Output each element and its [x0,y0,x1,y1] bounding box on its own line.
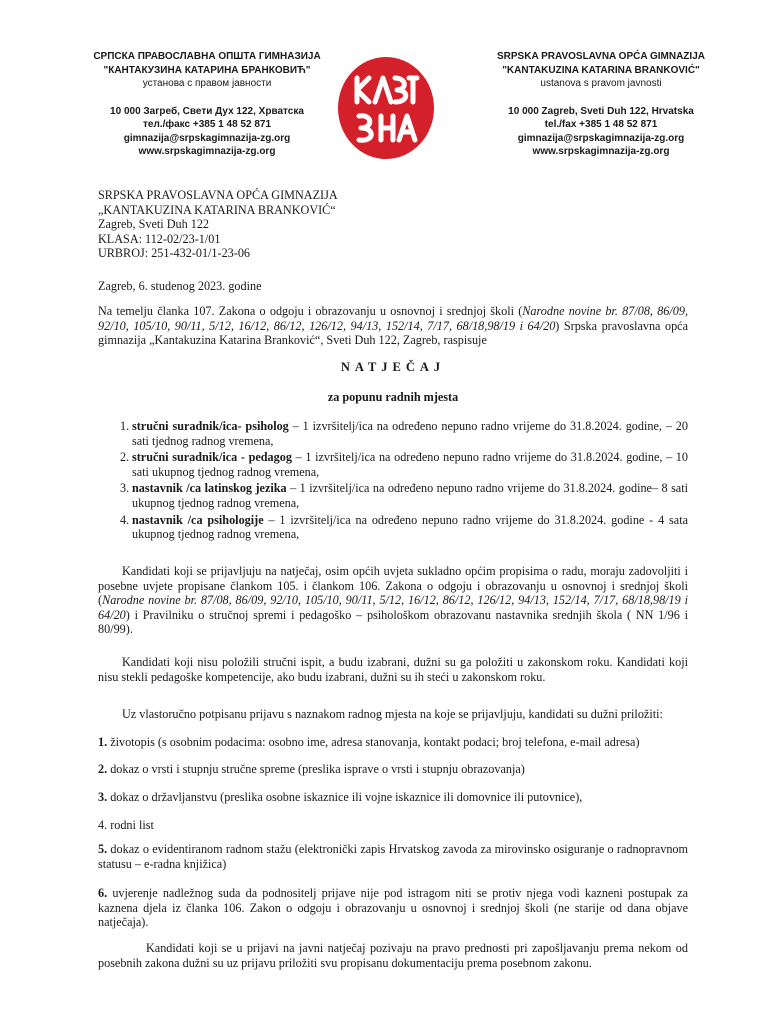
header-left-line1: СРПСКА ПРАВОСЛАВНА ОПШТА ГИМНАЗИЈА [93,51,321,62]
position-role: nastavnik /ca psihologije [132,512,264,527]
header-right-latin [456,50,746,159]
position-role: nastavnik /ca latinskog jezika [132,481,287,496]
header-left-cyrillic [62,50,352,159]
attachment-number: 1. [98,735,108,749]
header-left-web: www.srpskagimnazija-zg.org [138,146,276,157]
header-right-address: 10 000 Zagreb, Sveti Duh 122, Hrvatska [508,105,694,117]
attachment-item [98,735,688,750]
position-details: – 1 izvršitelj/ica na određeno nepuno radno vrijeme do 31.8.2024. godine– 8 sati ukupnog tjednog radnog vremena, [132,481,688,510]
attachment-text: životopis (s osobnim podacima: osobno ime, adresa stanovanja, kontakt podaci; broj telefona, e-mail adresa) [107,735,640,749]
header-left-email: gimnazija@srpskagimnazija-zg.org [123,132,291,144]
position-role: stručni suradnik/ica- psiholog [132,419,289,433]
header-left-address: 10 000 Загреб, Свети Дух 122, Хрватска [110,105,304,117]
exam-paragraph: Kandidati koji nisu položili stručni ispit, a budu izabrani, dužni su ga položiti u zakonskom roku. Kandidati koji nisu stekli pedagoške kompetencije, ako budu izabrani, dužni su ih steći u zakonskom roku. [98,655,688,684]
sender-klasa: KLASA: 112-02/23-1/01 [98,231,221,246]
attachment-item [98,886,688,930]
attachment-text: dokaz o vrsti i stupnju stručne spreme (preslika isprave o vrsti i stupnju obrazovanja) [107,762,525,776]
header-right-line2: "KANTAKUZINA KATARINA BRANKOVIĆ" [502,64,700,76]
priority-paragraph: Kandidati koji se u prijavi na javni natječaj pozivaju na pravo prednosti pri zapošljavanju prema nekom od posebnih zakona dužni su uz prijavu priložiti svu propisanu dokumentaciju prema posebnom zakonu. [98,941,688,970]
document-subtitle: za popunu radnih mjesta [327,390,459,404]
attachment-item [98,790,688,805]
intro-paragraph [98,304,688,348]
attachment-number: 4. [98,818,108,832]
position-details: – 1 izvršitelj/ica na određeno nepuno radno vrijeme do 31.8.2024. godine - 4 sata ukupnog tjednog radnog vremena, [132,512,688,542]
sender-block [98,188,688,261]
list-item-number: 3. [120,481,130,496]
header-right-web: www.srpskagimnazija-zg.org [532,146,670,157]
conditions-before: Kandidati koji se prijavljuju na natječaj, osim općih uvjeta sukladno općim propisima o radu, moraju zadovoljiti i posebne uvjete propisane člankom 105. i člankom 106. Zakona o odgoju i obrazovanju u osnovnoj i srednjoj školi ( [98,564,688,608]
sender-line3: Zagreb, Sveti Duh 122 [98,217,210,232]
attachment-number: 5. [98,842,108,856]
sender-line2: „KANTAKUZINA KATARINA BRANKOVIĆ“ [98,202,336,217]
list-item [98,450,688,479]
position-details: – 1 izvršitelj/ica na određeno nepuno radno vrijeme do 31.8.2024. godine, – 10 sati ukupnog tjednog radnog vremena, [132,450,688,479]
school-logo-icon [337,56,435,160]
conditions-after: ) i Pravilniku o stručnoj spremi i pedagoško – psihološkom obrazovanu nastavnika srednjih škola ( NN 1/96 i 80/99). [98,607,688,637]
list-item [98,513,688,542]
list-item-number: 4. [120,512,130,527]
attachment-number: 3. [98,790,108,804]
attachment-text: dokaz o evidentiranom radnom stažu (elektronički zapis Hrvatskog zavoda za mirovinsko osiguranje o radnopravnom statusu – e-radna knjižica) [98,842,688,871]
header-left-phone: тел./факс +385 1 48 52 871 [142,119,272,130]
position-role: stručni suradnik/ica - pedagog [132,450,292,465]
list-item [98,419,688,448]
conditions-law-reference: Narodne novine br. 87/08, 86/09, 92/10, 105/10, 90/11, 5/12, 16/12, 86/12, 126/12, 94/13, 152/14, 7/17, 68/18,98/19 i 64/20 [98,593,688,622]
sender-urbroj: URBROJ: 251-432-01/1-23-06 [98,246,251,261]
conditions-paragraph [98,564,688,637]
list-item-number: 1. [120,419,130,433]
attachment-text: rodni list [107,818,154,832]
header-right-line1: SRPSKA PRAVOSLAVNA OPĆA GIMNAZIJA [497,51,705,62]
list-item-number: 2. [120,450,130,465]
attachment-item [98,762,688,777]
header-right-line3: ustanova s pravom javnosti [540,78,662,89]
header-left-line3: установа с правом јавности [142,78,272,89]
attachment-number: 6. [98,886,108,900]
attachment-number: 2. [98,762,108,776]
header-right-phone: tel./fax +385 1 48 52 871 [544,119,658,130]
attachment-text: dokaz o državljanstvu (preslika osobne iskaznice ili vojne iskaznice ili domovnice ili putovnice), [107,790,583,804]
position-details: – 1 izvršitelj/ica na određeno nepuno radno vrijeme do 31.8.2024. godine, – 20 sati tjednog radnog vremena, [132,419,688,448]
header-right-email: gimnazija@srpskagimnazija-zg.org [517,132,685,144]
attachment-text: uvjerenje nadležnog suda da podnositelj prijave nije pod istragom niti se protiv njega vodi kazneni postupak za kaznena djela iz članka 106. Zakon o odgoju i obrazovanju u osnovnoj i srednjoj školi (ne starije od dana objave natječaja). [98,886,688,930]
intro-after: ) Srpska pravoslavna opća gimnazija „Kantakuzina Katarina Branković“, Sveti Duh 122, Zagreb, raspisuje [98,318,688,348]
header-left-line2: "КАНТАКУЗИНА КАТАРИНА БРАНКОВИЋ" [103,64,311,76]
intro-law-reference: Narodne novine br. 87/08, 86/09, 92/10, 105/10, 90/11, 5/12, 16/12, 86/12, 126/12, 94/13, 152/14, 7/17, 68/18,98/19 i 64/20 [98,304,688,333]
attachment-item [98,842,688,871]
document-title: NATJEČAJ [340,360,446,374]
sender-line1: SRPSKA PRAVOSLAVNA OPĆA GIMNAZIJA [98,188,338,202]
positions-list [98,419,688,544]
document-date: Zagreb, 6. studenog 2023. godine [98,279,262,293]
attachment-item [98,818,688,833]
attachments-intro: Uz vlastoručno potpisanu prijavu s naznakom radnog mjesta na koje se prijavljuju, kandidati su dužni priložiti: [122,707,663,721]
list-item [98,481,688,510]
intro-before: Na temelju članka 107. Zakona o odgoju i obrazovanju u osnovnoj i srednjoj školi ( [98,304,523,318]
